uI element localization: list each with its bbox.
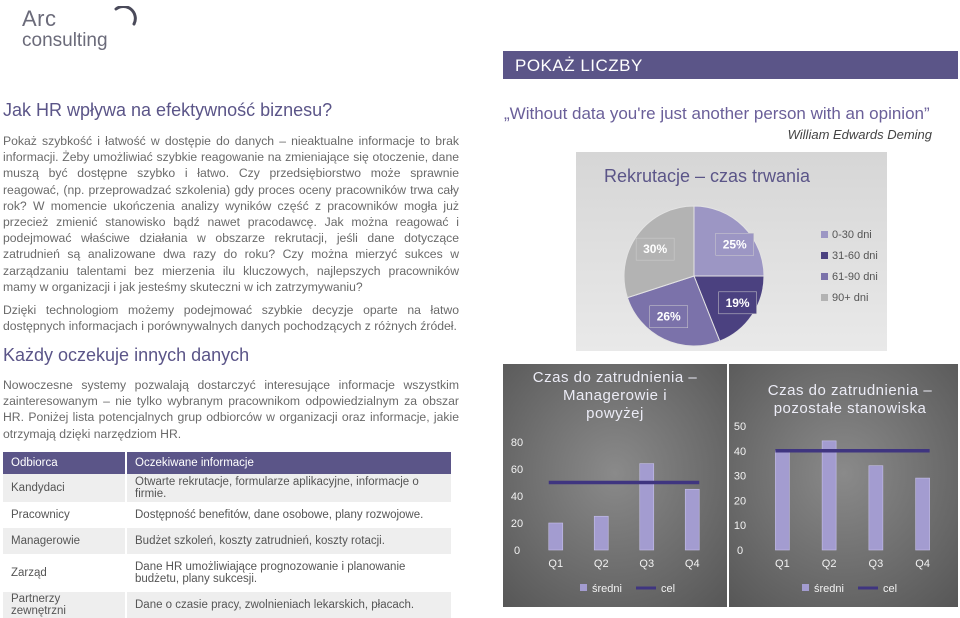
bar-q3 <box>640 464 654 550</box>
x-tick-label: Q2 <box>821 558 837 570</box>
section2-paragraph1: Nowoczesne systemy pozwalają dostarczyć interesujące informacje wszystkim zainteresowanym – nie tylko wybranym pracownikom odpowiedzialnym za obszar HR. Poniżej lista potencjalnych grup odbiorców w organizacji oraz informacje, jakie otrzymają dzięki narzędziom HR. <box>3 378 459 441</box>
table-cell-info: Budżet szkoleń, koszty zatrudnień, koszty rotacji. <box>126 528 451 554</box>
quote-text: „Without data you're just another person with an opinion” <box>504 104 930 123</box>
table-row <box>3 592 451 618</box>
table-cell-recipient: Partnerzy zewnętrzni <box>3 592 126 618</box>
legend-swatch <box>580 584 587 591</box>
table-cell-info: Dostępność benefitów, dane osobowe, plany rozwojowe. <box>126 502 451 528</box>
chart-title: Czas do zatrudnienia – <box>767 382 933 399</box>
y-tick-label: 10 <box>733 520 747 533</box>
chart-title: pozostałe stanowiska <box>773 400 927 417</box>
table-header-info: Oczekiwane informacje <box>126 452 451 474</box>
chart-title: powyżej <box>586 405 644 422</box>
quote-author: William Edwards Deming <box>787 127 932 142</box>
logo-line2: consulting <box>22 30 108 51</box>
section-banner: POKAŻ LICZBY <box>503 51 958 79</box>
legend-entry: średni <box>592 583 622 595</box>
y-tick-label: 20 <box>733 495 747 508</box>
chart-title: Rekrutacje – czas trwania <box>603 166 811 186</box>
chart-title: Managerowie i <box>562 387 668 404</box>
table-cell-info: Dane HR umożliwiające prognozowanie i planowanie budżetu, plany sukcesji. <box>126 554 451 592</box>
legend-entry: 90+ dni <box>832 292 869 304</box>
legend-entry: 0-30 dni <box>832 229 872 241</box>
bar-q4 <box>685 489 699 550</box>
y-tick-label: 0 <box>513 545 521 557</box>
bar-q1 <box>775 451 789 550</box>
table-cell-info: Otwarte rekrutacje, formularze aplikacyjne, informacje o firmie. <box>126 474 451 502</box>
legend-swatch <box>821 294 828 301</box>
bar-q4 <box>916 478 930 550</box>
legend-swatch <box>821 273 828 280</box>
bar-chart-managers <box>503 364 727 607</box>
x-tick-label: Q1 <box>775 558 790 570</box>
section2-heading: Każdy oczekuje innych danych <box>3 345 250 365</box>
y-tick-label: 0 <box>736 545 744 557</box>
legend-swatch <box>821 252 828 259</box>
x-tick-label: Q4 <box>684 558 700 570</box>
data-label: 30% <box>643 242 668 257</box>
legend-entry: 31-60 dni <box>832 250 878 262</box>
table-cell-info: Dane o czasie pracy, zwolnieniach lekarskich, płacach. <box>126 592 451 618</box>
table-header-recipient: Odbiorca <box>3 452 126 474</box>
x-tick-label: Q1 <box>548 558 564 570</box>
legend-entry: średni <box>814 583 844 595</box>
audience-table <box>3 452 451 618</box>
table-cell-recipient: Zarząd <box>3 554 126 592</box>
bar-q1 <box>549 523 563 550</box>
section1-heading: Jak HR wpływa na efektywność biznesu? <box>3 100 333 120</box>
y-tick-label: 40 <box>510 491 524 503</box>
section1-paragraph1: Pokaż szybkość i łatwość w dostępie do danych – nieaktualne informacje to brak informacji. Żeby umożliwiać szybkie reagowanie na zmieniające się otoczenie, dane muszą być dostępne szybko i łatwo. Czy przedsiębiorstwo może sprawnie reagować, (np. przeprowadzać szkolenia) gdy proces oceny pracowników trwa cały rok? W momencie ukończenia analizy wyników część z pracowników mogła już przecież zmienić stanowisko bądź nawet pracodawcę. Jak można reagować i podejmować właściwe działania w obszarze rekrutacji, jeśli dane dotyczące zatrudnień są analizowane dwa razy do roku? Czy można mierzyć sukces w zarządzaniu talentami bez mierzenia ilu kluczowych, najlepszych pracowników mamy w organizacji i jak jesteśmy skuteczni w ich zatrzymywaniu? <box>3 134 459 294</box>
table-header-row <box>3 452 451 474</box>
y-tick-label: 60 <box>510 464 524 476</box>
table-cell-recipient: Managerowie <box>3 528 126 554</box>
legend-entry: 61-90 dni <box>832 271 878 283</box>
legend-entry: cel <box>661 583 676 595</box>
chart-title: Czas do zatrudnienia – <box>532 369 698 386</box>
bar-chart-other-positions <box>729 364 958 607</box>
y-tick-label: 20 <box>510 518 524 530</box>
table-cell-recipient: Kandydaci <box>3 474 126 502</box>
logo <box>22 8 108 51</box>
pie-chart-recruitment-duration <box>576 152 887 351</box>
bar-q2 <box>594 516 608 550</box>
bar-q2 <box>822 441 836 550</box>
legend-entry: cel <box>883 583 898 595</box>
legend-swatch <box>821 231 828 238</box>
table-cell-recipient: Pracownicy <box>3 502 126 528</box>
x-tick-label: Q4 <box>915 558 930 570</box>
y-tick-label: 50 <box>733 421 747 433</box>
x-tick-label: Q3 <box>639 558 655 570</box>
y-tick-label: 80 <box>510 437 524 449</box>
data-label: 19% <box>725 295 750 310</box>
table-row <box>3 502 451 528</box>
table-row <box>3 528 451 554</box>
logo-line1: Arc <box>22 6 57 31</box>
section1-paragraph2: Dzięki technologiom możemy podejmować szybkie decyzje oparte na łatwo dostępnych informacjach i porównywalnych danych pochodzących z różnych źródeł. <box>3 303 459 334</box>
y-tick-label: 30 <box>733 470 747 483</box>
bar-q3 <box>869 466 883 550</box>
x-tick-label: Q3 <box>868 558 884 570</box>
y-tick-label: 40 <box>733 445 747 458</box>
data-label: 26% <box>656 309 681 324</box>
table-row <box>3 554 451 592</box>
legend-swatch <box>802 584 809 591</box>
logo-arc-icon <box>92 6 138 28</box>
x-tick-label: Q2 <box>593 558 609 570</box>
table-row <box>3 474 451 502</box>
data-label: 25% <box>722 237 747 252</box>
